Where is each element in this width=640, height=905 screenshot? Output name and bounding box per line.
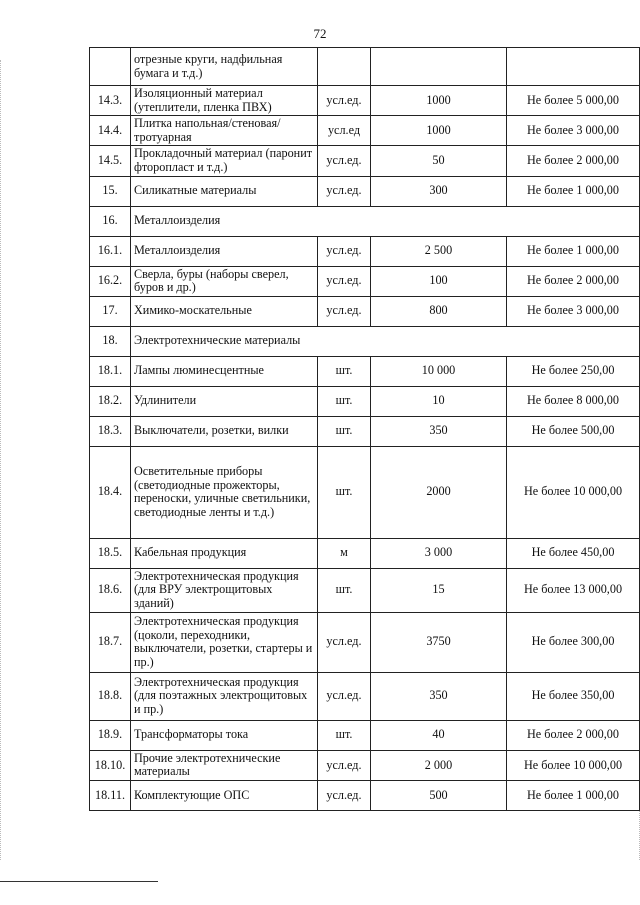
row-number-cell: 16.2. xyxy=(90,266,131,296)
row-number-cell: 18.2. xyxy=(90,386,131,416)
scan-edge-marks xyxy=(0,60,4,860)
table-row xyxy=(90,296,640,326)
table-row xyxy=(90,176,640,206)
unit-cell: усл.ед. xyxy=(318,750,371,780)
price-cell: Не более 1 000,00 xyxy=(507,780,640,810)
row-number-cell: 18.9. xyxy=(90,720,131,750)
unit-cell xyxy=(318,48,371,86)
quantity-cell: 2000 xyxy=(371,446,507,538)
quantity-cell: 40 xyxy=(371,720,507,750)
row-number-cell: 18.3. xyxy=(90,416,131,446)
price-cell xyxy=(507,48,640,86)
item-name-cell: Прочие электротехнические материалы xyxy=(131,750,318,780)
item-name-cell: Осветительные приборы (светодиодные прожекторы, переноски, уличные светильники, светодиодные ленты и т.д.) xyxy=(131,446,318,538)
row-number-cell xyxy=(90,48,131,86)
table-row xyxy=(90,146,640,176)
table-row xyxy=(90,780,640,810)
price-cell: Не более 250,00 xyxy=(507,356,640,386)
item-name-cell: Комплектующие ОПС xyxy=(131,780,318,810)
unit-cell: усл.ед. xyxy=(318,296,371,326)
row-number-cell: 14.4. xyxy=(90,116,131,146)
row-number-cell: 18.8. xyxy=(90,672,131,720)
table-row xyxy=(90,116,640,146)
quantity-cell: 350 xyxy=(371,672,507,720)
price-cell: Не более 3 000,00 xyxy=(507,296,640,326)
table-row xyxy=(90,386,640,416)
unit-cell: шт. xyxy=(318,446,371,538)
table-row xyxy=(90,356,640,386)
table-row xyxy=(90,538,640,568)
unit-cell: усл.ед. xyxy=(318,146,371,176)
unit-cell: м xyxy=(318,538,371,568)
table-row xyxy=(90,750,640,780)
item-name-cell: Металлоизделия xyxy=(131,236,318,266)
item-name-cell: Электротехническая продукция (для поэтажных электрощитовых и пр.) xyxy=(131,672,318,720)
row-number-cell: 16.1. xyxy=(90,236,131,266)
row-number-cell: 18.10. xyxy=(90,750,131,780)
section-title-cell: Металлоизделия xyxy=(131,206,640,236)
unit-cell: усл.ед. xyxy=(318,672,371,720)
price-cell: Не более 2 000,00 xyxy=(507,146,640,176)
item-name-cell: Электротехническая продукция (цоколи, переходники, выключатели, розетки, стартеры и пр.) xyxy=(131,612,318,672)
unit-cell: усл.ед. xyxy=(318,266,371,296)
quantity-cell: 10 000 xyxy=(371,356,507,386)
quantity-cell: 1000 xyxy=(371,86,507,116)
quantity-cell xyxy=(371,48,507,86)
table-row xyxy=(90,236,640,266)
table-row xyxy=(90,48,640,86)
price-cell: Не более 1 000,00 xyxy=(507,176,640,206)
footnote-rule xyxy=(0,881,158,882)
quantity-cell: 800 xyxy=(371,296,507,326)
quantity-cell: 15 xyxy=(371,568,507,612)
unit-cell: усл.ед. xyxy=(318,780,371,810)
row-number-cell: 15. xyxy=(90,176,131,206)
price-cell: Не более 5 000,00 xyxy=(507,86,640,116)
quantity-cell: 100 xyxy=(371,266,507,296)
row-number-cell: 18.4. xyxy=(90,446,131,538)
row-number-cell: 17. xyxy=(90,296,131,326)
unit-cell: шт. xyxy=(318,720,371,750)
row-number-cell: 18.5. xyxy=(90,538,131,568)
item-name-cell: Электротехническая продукция (для ВРУ электрощитовых зданий) xyxy=(131,568,318,612)
row-number-cell: 18.1. xyxy=(90,356,131,386)
item-name-cell: Трансформаторы тока xyxy=(131,720,318,750)
item-name-cell: отрезные круги, надфильная бумага и т.д.) xyxy=(131,48,318,86)
unit-cell: шт. xyxy=(318,356,371,386)
item-name-cell: Лампы люминесцентные xyxy=(131,356,318,386)
price-cell: Не более 2 000,00 xyxy=(507,266,640,296)
price-cell: Не более 8 000,00 xyxy=(507,386,640,416)
price-cell: Не более 1 000,00 xyxy=(507,236,640,266)
quantity-cell: 350 xyxy=(371,416,507,446)
table-row xyxy=(90,568,640,612)
item-name-cell: Химико-москательные xyxy=(131,296,318,326)
materials-table xyxy=(89,47,640,811)
price-cell: Не более 450,00 xyxy=(507,538,640,568)
row-number-cell: 14.5. xyxy=(90,146,131,176)
row-number-cell: 18.6. xyxy=(90,568,131,612)
table-row xyxy=(90,266,640,296)
row-number-cell: 14.3. xyxy=(90,86,131,116)
price-cell: Не более 500,00 xyxy=(507,416,640,446)
quantity-cell: 500 xyxy=(371,780,507,810)
item-name-cell: Сверла, буры (наборы сверел, буров и др.) xyxy=(131,266,318,296)
price-cell: Не более 10 000,00 xyxy=(507,750,640,780)
item-name-cell: Изоляционный материал (утеплители, пленка ПВХ) xyxy=(131,86,318,116)
quantity-cell: 10 xyxy=(371,386,507,416)
row-number-cell: 18.7. xyxy=(90,612,131,672)
price-cell: Не более 300,00 xyxy=(507,612,640,672)
row-number-cell: 18. xyxy=(90,326,131,356)
unit-cell: усл.ед. xyxy=(318,86,371,116)
table-row xyxy=(90,720,640,750)
table-row xyxy=(90,446,640,538)
item-name-cell: Силикатные материалы xyxy=(131,176,318,206)
unit-cell: шт. xyxy=(318,568,371,612)
quantity-cell: 2 500 xyxy=(371,236,507,266)
materials-table-body xyxy=(90,48,640,811)
unit-cell: усл.ед. xyxy=(318,236,371,266)
unit-cell: усл.ед. xyxy=(318,612,371,672)
price-cell: Не более 13 000,00 xyxy=(507,568,640,612)
item-name-cell: Удлинители xyxy=(131,386,318,416)
table-row xyxy=(90,416,640,446)
unit-cell: шт. xyxy=(318,416,371,446)
price-cell: Не более 3 000,00 xyxy=(507,116,640,146)
row-number-cell: 18.11. xyxy=(90,780,131,810)
table-row xyxy=(90,86,640,116)
quantity-cell: 1000 xyxy=(371,116,507,146)
quantity-cell: 3750 xyxy=(371,612,507,672)
unit-cell: шт. xyxy=(318,386,371,416)
price-cell: Не более 2 000,00 xyxy=(507,720,640,750)
table-row xyxy=(90,672,640,720)
quantity-cell: 50 xyxy=(371,146,507,176)
quantity-cell: 2 000 xyxy=(371,750,507,780)
page-number: 72 xyxy=(313,26,327,41)
table-row xyxy=(90,326,640,356)
row-number-cell: 16. xyxy=(90,206,131,236)
item-name-cell: Кабельная продукция xyxy=(131,538,318,568)
unit-cell: усл.ед xyxy=(318,116,371,146)
table-row xyxy=(90,612,640,672)
price-cell: Не более 10 000,00 xyxy=(507,446,640,538)
table-row xyxy=(90,206,640,236)
quantity-cell: 300 xyxy=(371,176,507,206)
unit-cell: усл.ед. xyxy=(318,176,371,206)
section-title-cell: Электротехнические материалы xyxy=(131,326,640,356)
item-name-cell: Прокладочный материал (паронит фторопласт и т.д.) xyxy=(131,146,318,176)
quantity-cell: 3 000 xyxy=(371,538,507,568)
price-cell: Не более 350,00 xyxy=(507,672,640,720)
item-name-cell: Плитка напольная/стеновая/тротуарная xyxy=(131,116,318,146)
item-name-cell: Выключатели, розетки, вилки xyxy=(131,416,318,446)
